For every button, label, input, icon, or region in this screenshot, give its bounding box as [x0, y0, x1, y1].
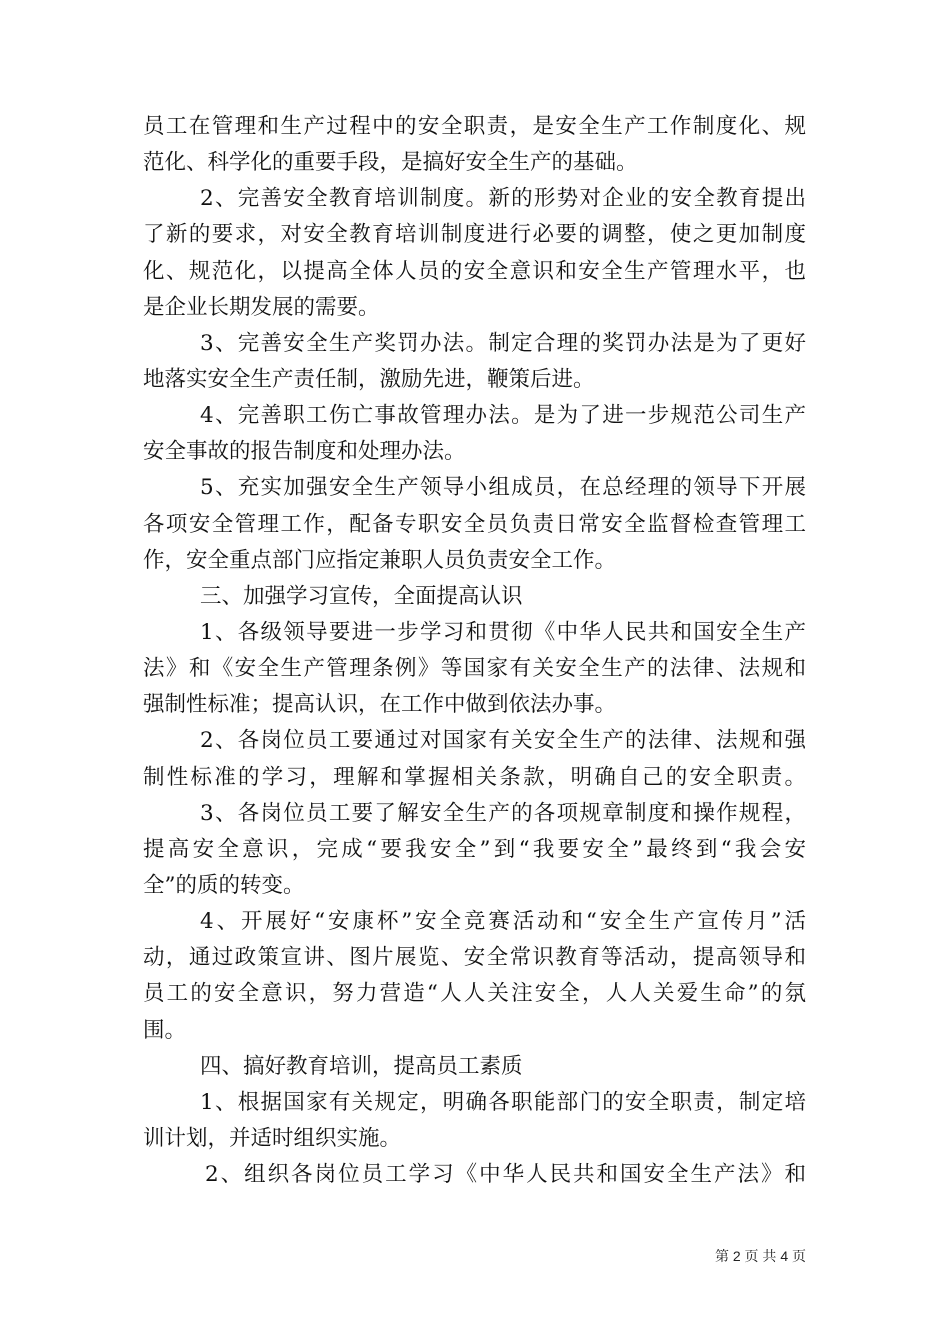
text-line: 员工的安全意识，努力营造“人人关注安全，人人关爱生命”的氛	[143, 981, 806, 1007]
text-line: 围。	[143, 1017, 187, 1043]
section-heading: 三、加强学习宣传，全面提高认识	[200, 583, 523, 609]
text-line: 2、组织各岗位员工学习《中华人民共和国安全生产法》和	[205, 1162, 806, 1188]
text-line: 4、开展好“安康杯”安全竞赛活动和“安全生产宣传月”活	[200, 909, 806, 935]
text-line: 作，安全重点部门应指定兼职人员负责安全工作。	[143, 547, 617, 573]
document-body	[143, 109, 806, 1193]
text-line: 法》和《安全生产管理条例》等国家有关安全生产的法律、法规和	[143, 656, 806, 682]
text-line: 2、完善安全教育培训制度。新的形势对企业的安全教育提出	[200, 186, 806, 212]
text-line: 化、规范化，以提高全体人员的安全意识和安全生产管理水平，也	[143, 258, 806, 284]
text-line: 动，通过政策宣讲、图片展览、安全常识教育等活动，提高领导和	[143, 945, 806, 971]
text-line: 是企业长期发展的需要。	[143, 294, 380, 320]
text-line: 4、完善职工伤亡事故管理办法。是为了进一步规范公司生产	[200, 403, 806, 429]
text-line: 5、充实加强安全生产领导小组成员，在总经理的领导下开展	[200, 475, 806, 501]
text-line: 员工在管理和生产过程中的安全职责，是安全生产工作制度化、规	[143, 114, 806, 139]
text-line: 制性标准的学习，理解和掌握相关条款，明确自己的安全职责。	[143, 764, 806, 790]
text-line: 范化、科学化的重要手段，是搞好安全生产的基础。	[143, 150, 638, 176]
text-line: 全”的质的转变。	[143, 872, 305, 898]
text-line: 安全事故的报告制度和处理办法。	[143, 439, 466, 465]
page-indicator: 第 2 页 共 4 页	[714, 1248, 806, 1264]
text-line: 强制性标准；提高认识，在工作中做到依法办事。	[143, 692, 617, 718]
text-line: 1、各级领导要进一步学习和贯彻《中华人民共和国安全生产	[200, 619, 806, 645]
text-line: 了新的要求，对安全教育培训制度进行必要的调整，使之更加制度	[143, 222, 806, 248]
text-line: 训计划，并适时组织实施。	[143, 1125, 402, 1151]
text-line: 提高安全意识，完成“要我安全”到“我要安全”最终到“我会安	[143, 836, 806, 862]
text-line: 3、完善安全生产奖罚办法。制定合理的奖罚办法是为了更好	[200, 330, 806, 356]
text-line: 各项安全管理工作，配备专职安全员负责日常安全监督检查管理工	[143, 511, 806, 537]
text-line: 1、根据国家有关规定，明确各职能部门的安全职责，制定培	[200, 1089, 806, 1115]
text-line: 3、各岗位员工要了解安全生产的各项规章制度和操作规程，	[200, 800, 806, 826]
text-line: 地落实安全生产责任制，激励先进，鞭策后进。	[143, 366, 595, 392]
text-line: 2、各岗位员工要通过对国家有关安全生产的法律、法规和强	[200, 728, 806, 754]
section-heading: 四、搞好教育培训，提高员工素质	[200, 1053, 523, 1079]
